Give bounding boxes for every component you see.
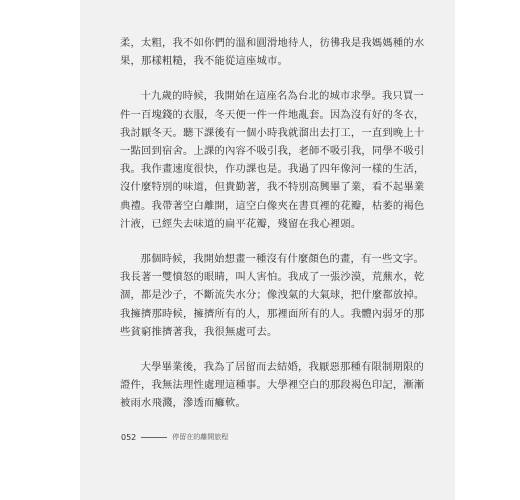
paragraph-4: 大學畢業後，我為了居留而去結婚，我厭惡那種有限制期限的證件，我無法理性處理這種事。大學裡空白的那段褐色印記，漸漸被雨水飛濺，滲透而癱軟。: [120, 361, 425, 410]
running-title: 停留在的離開旅程: [172, 433, 229, 441]
book-page: [80, 0, 455, 500]
footer-rule: [141, 437, 167, 438]
page-number: 052: [121, 432, 137, 442]
paragraph-3: 那個時候，我開始想畫一種沒有什麼顏色的畫，有一些文字。我長著一雙憤怒的眼睛，叫人害怕。我成了一張沙漠，荒蕪水，乾涸，都是沙子，不斷流失水分；像洩氣的大氣球，把什麼都放掉。我擁擠那時候，擁擠所有的人，那裡面所有的人。我體內弱牙的那些貧窮推擠著我，我很無處可去。: [120, 253, 425, 338]
page-footer: [121, 432, 228, 442]
paragraph-2: 十九歲的時候，我開始在這座名為台北的城市求學。我只買一件一百塊錢的衣服，冬天便一件一件地亂套。因為沒有好的冬衣，我討厭冬天。聽下課後有一個小時我就溜出去打工，一直到晚上十一點回到宿舍。上課的內容不吸引我，老師不吸引我，同學不吸引我。我作畫速度很快，作功課也是。我過了四年像河一樣的生活，沒什麼特別的味道，但貴勤著，我不特別高興畢了業，看不起畢業典禮。我帶著空白離開，這空白像夾在書頁裡的花瓣，枯萎的褐色汁液，已經失去味道的扁平花瓣，殘留在我心裡頭。: [120, 90, 425, 230]
paragraph-1: 柔，太粗，我不如你們的溫和圓滑地待人，彷彿我是我媽媽種的水果，那樣粗糙，我不能從這座城市。: [120, 37, 425, 68]
body-text: [120, 34, 425, 430]
